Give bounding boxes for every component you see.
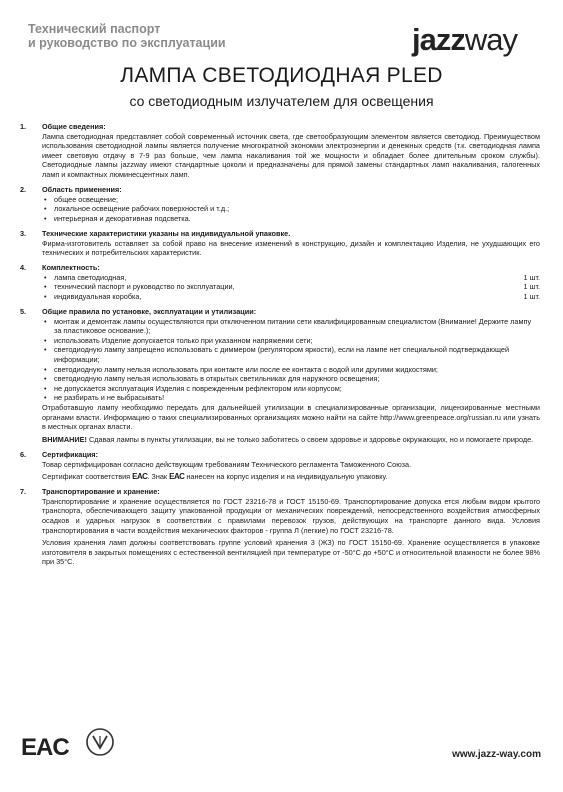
section-transport: 7. Транспортирование и хранение: Транспортирование и хранение осуществляется по ГОСТ 23216-78 и ГОСТ 15150-69. Транспортирование допуска ется любым видом крытого транспорта, обеспечивающего защиту упакованной продукции от механических повреждений, непосредственного воздействия атмосферных осадков и ударных нагрузок в соответствии с правилами перевозок грузов, действующих на транспорте данного вида. Условия транспортирования в части воздействия механических факторов - группа Л (легкие) по ГОСТ 23216-78. Условия хранения ламп должны соответствовать группе условий хранения 3 (ЖЗ) по ГОСТ 15150-69. Хранение осуществляется в упаковке изготовителя в закрытых помещениях с естественной вентиляцией при температуре от -50°С до +50°С и относительной влажности не более 98% при 35°С.	[20, 487, 540, 567]
section-text: Лампа светодиодная представляет собой современный источник света, где светообразующим элементом является светодиод. Преимуществом использования светодиодной лампы является получение многократной экономии электроэнергии и денежных средств (т.к. светодиодная лампа имеет световую отдачу в 7-9 раз больше, чем лампа накаливания той же мощности и обладает более длительным сроком службы). Светодиодные лампы jazzway имеют стандартные цоколи и предназначены для прямой замены стандартных ламп накаливания, галогенных ламп и компактных люминесцентных ламп.	[42, 131, 540, 179]
section-application: 2. Область применения: • общее освещение; • локальное освещение рабочих поверхностей и т.д.; • интерьерная и декоративная подсветка.	[20, 185, 540, 223]
document-body	[20, 122, 540, 572]
document-type-line1: Технический паспорт	[28, 22, 161, 36]
section-heading: Комплектность:	[42, 263, 100, 273]
list-item: • светодиодную лампу нельзя использовать в открытых светильниках для наружного освещения;	[42, 374, 540, 384]
section-rules: 5. Общие правила по установке, эксплуатации и утилизации: • монтаж и демонтаж лампы осуществляются при отключенном питании сети квалифицированным специалистом (Внимание! Держите лампу за пластиковое основание.); • использовать Изделие допускается только при указанном напряжении сети; • светодиодную лампу запрещено использовать с диммером (регулятором яркости), если на лампе нет специальной подтверждающей информации; • светодиодную лампу нельзя использовать при контакте или после ее контакта с водой или другими жидкостями; • светодиодную лампу нельзя использовать в открытых светильниках для наружного освещения; • не допускается эксплуатация Изделия с поврежденным рефлектором или корпусом; • не разбирать и не выбрасывать! Отработавшую лампу необходимо передать для дальнейшей утилизации в специализированные организации, лицензированные местными органами власти. Информацию о таких специализированных организациях можно найти на сайте http://www.greenpeace.org/russian.ru или узнать в местных органах власти. ВНИМАНИЕ! Сдавая лампы в пункты утилизации, вы не только заботитесь о своем здоровье и здоровье окружающих, но и помогаете природе.	[20, 307, 540, 444]
list-item: • светодиодную лампу нельзя использовать при контакте или после ее контакта с водой или другими жидкостями;	[42, 365, 540, 375]
website-url[interactable]: www.jazz-way.com	[452, 749, 541, 760]
jazzway-logo: jazzway	[412, 22, 517, 57]
warning-text: ВНИМАНИЕ! Сдавая лампы в пункты утилизации, вы не только заботитесь о своем здоровье и здоровье окружающих, но и помогаете природе.	[42, 434, 534, 444]
rostest-mark-icon	[87, 729, 113, 755]
section-text: Условия хранения ламп должны соответствовать группе условий хранения 3 (ЖЗ) по ГОСТ 15150-69. Хранение осуществляется в упаковке изготовителя в закрытых помещениях с естественной вентиляцией при температуре от -50°С до +50°С и относительной влажности не более 98% при 35°С.	[42, 538, 540, 567]
list-item: • светодиодную лампу запрещено использовать с диммером (регулятором яркости), если на лампе нет специальной подтверждающей информации;	[42, 345, 540, 364]
section-heading: Технические характеристики указаны на индивидуальной упаковке.	[42, 228, 291, 238]
section-text: Отработавшую лампу необходимо передать для дальнейшей утилизации в специализированные организации, лицензированные местными органами власти. Информацию о таких специализированных организациях можно найти на сайте http://www.greenpeace.org/russian.ru или узнать в местных органах власти.	[42, 403, 540, 432]
list-item: • монтаж и демонтаж лампы осуществляются при отключенном питании сети квалифицированным специалистом (Внимание! Держите лампу за пластиковое основание.);	[42, 317, 540, 336]
section-heading: Общие правила по установке, эксплуатации и утилизации:	[42, 307, 257, 317]
page-title: ЛАМПА СВЕТОДИОДНАЯ PLED	[120, 64, 443, 87]
list-item: • лампа светодиодная, 1 шт.	[42, 273, 540, 283]
section-general: 1. Общие сведения: Лампа светодиодная представляет собой современный источник света, где светообразующим элементом является светодиод. Преимуществом использования светодиодной лампы является получение многократной экономии электроэнергии и денежных средств (т.к. светодиодная лампа имеет световую отдачу в 7-9 раз больше, чем лампа накаливания той же мощности и обладает более длительным сроком службы). Светодиодные лампы jazzway имеют стандартные цоколи и предназначены для прямой замены стандартных ламп накаливания, галогенных ламп и компактных люминесцентных ламп.	[20, 122, 540, 179]
section-heading: Общие сведения:	[42, 122, 106, 131]
certificate-text: Сертификат соответствия ЕАС. Знак ЕАС нанесен на корпус изделия и на индивидуальную упаковку.	[42, 472, 388, 482]
list-item: • интерьерная и декоративная подсветка.	[42, 214, 540, 224]
list-item: • индивидуальная коробка, 1 шт.	[42, 292, 540, 302]
section-heading: Транспортирование и хранение:	[42, 487, 160, 497]
section-text: Транспортирование и хранение осуществляется по ГОСТ 23216-78 и ГОСТ 15150-69. Транспортирование допуска ется любым видом крытого транспорта, обеспечивающего защиту упакованной продукции от механических повреждений, непосредственного воздействия атмосферных осадков и ударных нагрузок в соответствии с правилами перевозок грузов, действующих на транспорте данного вида. Условия транспортирования в части воздействия механических факторов - группа Л (легкие) по ГОСТ 23216-78.	[42, 496, 540, 535]
list-item: • использовать Изделие допускается только при указанном напряжении сети;	[42, 336, 540, 346]
list-item: • локальное освещение рабочих поверхностей и т.д.;	[42, 204, 540, 214]
list-item: • общее освещение;	[42, 195, 540, 205]
section-specs: 3. Технические характеристики указаны на индивидуальной упаковке. Фирма-изготовитель оставляет за собой право на внесение изменений в конструкцию, дизайн и комплектацию Изделия, не ухудшающих его технических и потребительских характеристик.	[20, 228, 540, 258]
svg-text:EAC: EAC	[21, 734, 69, 761]
list-item: • технический паспорт и руководство по эксплуатации, 1 шт.	[42, 282, 540, 292]
list-item: • не разбирать и не выбрасывать!	[42, 393, 540, 403]
document-type-line2: и руководство по эксплуатации	[28, 36, 226, 50]
eac-mark-inline: ЕАС	[169, 472, 185, 482]
section-heading: Сертификация:	[42, 449, 98, 459]
eac-logo	[20, 728, 69, 761]
certification-marks	[20, 714, 160, 764]
document-type	[28, 22, 226, 50]
list-item: • не допускается эксплуатация Изделия с поврежденным рефлектором или корпусом;	[42, 384, 540, 394]
section-text: Товар сертифицирован согласно действующим требованиям Технического регламента Таможенного Союза.	[42, 459, 412, 469]
section-text: Фирма-изготовитель оставляет за собой право на внесение изменений в конструкцию, дизайн и комплектацию Изделия, не ухудшающих его технических и потребительских характеристик.	[42, 238, 540, 258]
eac-mark-inline: ЕАС	[132, 472, 148, 482]
section-kit: 4. Комплектность: • лампа светодиодная, 1 шт. • технический паспорт и руководство по эксплуатации, 1 шт. • индивидуальная коробка, 1 шт.	[20, 263, 540, 301]
page-subtitle: со светодиодным излучателем для освещения	[129, 93, 434, 109]
section-heading: Область применения:	[42, 185, 122, 195]
section-certification: 6. Сертификация: Товар сертифицирован согласно действующим требованиям Технического регламента Таможенного Союза. Сертификат соответствия ЕАС. Знак ЕАС нанесен на корпус изделия и на индивидуальную упаковку.	[20, 450, 540, 482]
